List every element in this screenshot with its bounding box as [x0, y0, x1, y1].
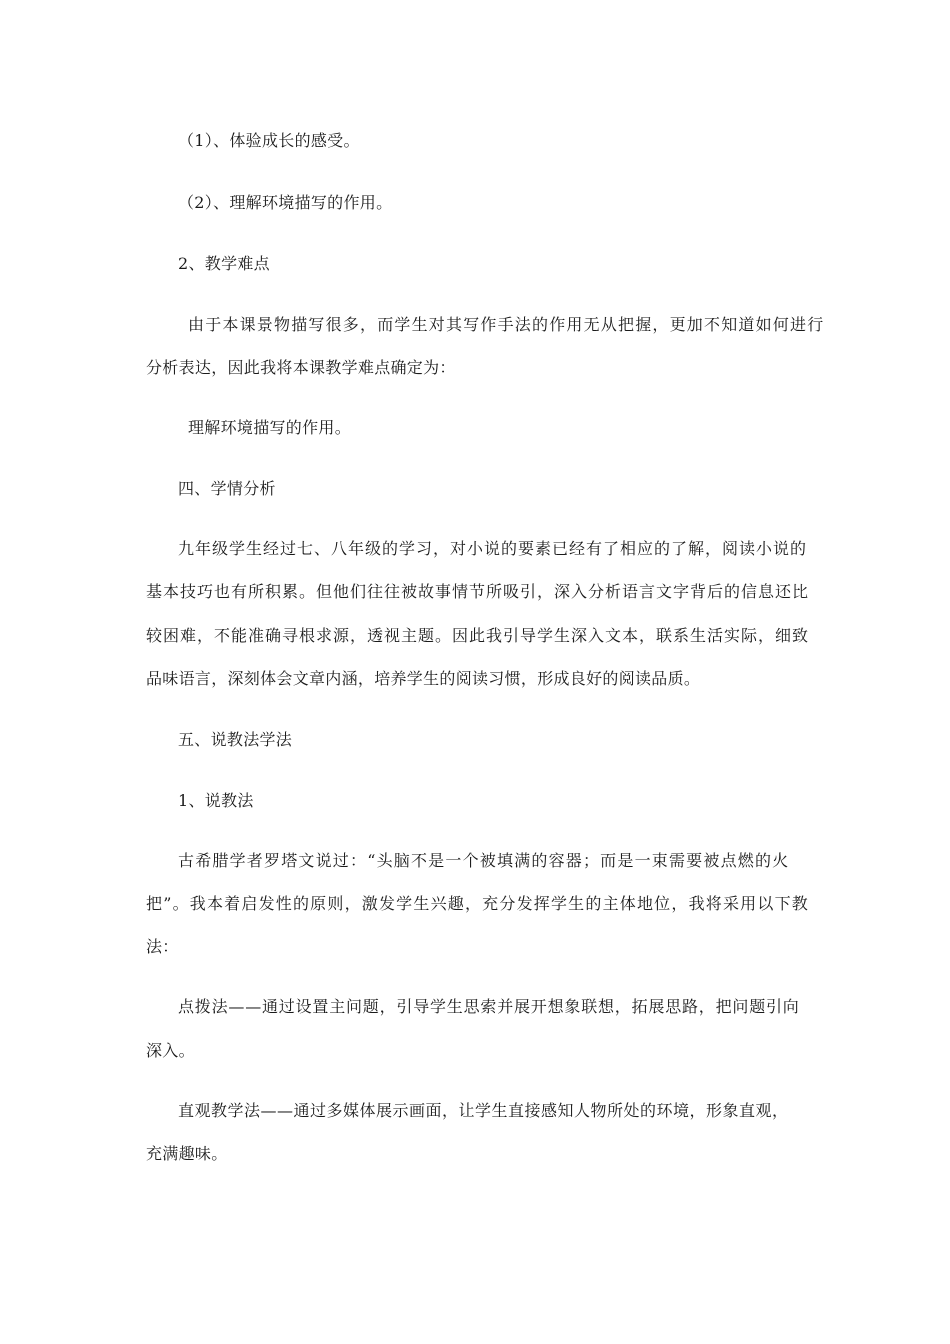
- text-line: 较困难，不能准确寻根求源，透视主题。因此我引导学生深入文本，联系生活实际，细致: [146, 626, 810, 645]
- section-heading: 1、说教法: [178, 791, 254, 810]
- text-line: （1）、体验成长的感受。: [178, 131, 360, 150]
- text-line: 古希腊学者罗塔文说过：“头脑不是一个被填满的容器；而是一束需要被点燃的火: [178, 851, 790, 870]
- text-line: 九年级学生经过七、八年级的学习，对小说的要素已经有了相应的了解，阅读小说的: [178, 539, 808, 558]
- text-line: 点拨法——通过设置主问题，引导学生思索并展开想象联想，拓展思路，把问题引向: [178, 997, 800, 1016]
- text-line: 深入。: [146, 1041, 195, 1060]
- text-line: 分析表达，因此我将本课教学难点确定为：: [146, 358, 456, 377]
- text-line: 由于本课景物描写很多，而学生对其写作手法的作用无从把握，更加不知道如何进行: [188, 315, 825, 334]
- text-line: 充满趣味。: [146, 1144, 228, 1163]
- text-line: 法：: [146, 937, 179, 956]
- text-line: 把”。我本着启发性的原则，激发学生兴趣，充分发挥学生的主体地位，我将采用以下教: [146, 894, 809, 913]
- section-heading: 2、教学难点: [178, 254, 270, 273]
- section-heading: 四、学情分析: [178, 479, 276, 498]
- section-heading: 五、说教法学法: [178, 730, 293, 749]
- text-line: 品味语言，深刻体会文章内涵，培养学生的阅读习惯，形成良好的阅读品质。: [146, 669, 701, 688]
- text-line: （2）、理解环境描写的作用。: [178, 193, 393, 212]
- text-line: 理解环境描写的作用。: [188, 418, 352, 437]
- text-line: 直观教学法——通过多媒体展示画面，让学生直接感知人物所处的环境，形象直观，: [178, 1101, 789, 1120]
- text-line: 基本技巧也有所积累。但他们往往被故事情节所吸引，深入分析语言文字背后的信息还比: [146, 582, 810, 601]
